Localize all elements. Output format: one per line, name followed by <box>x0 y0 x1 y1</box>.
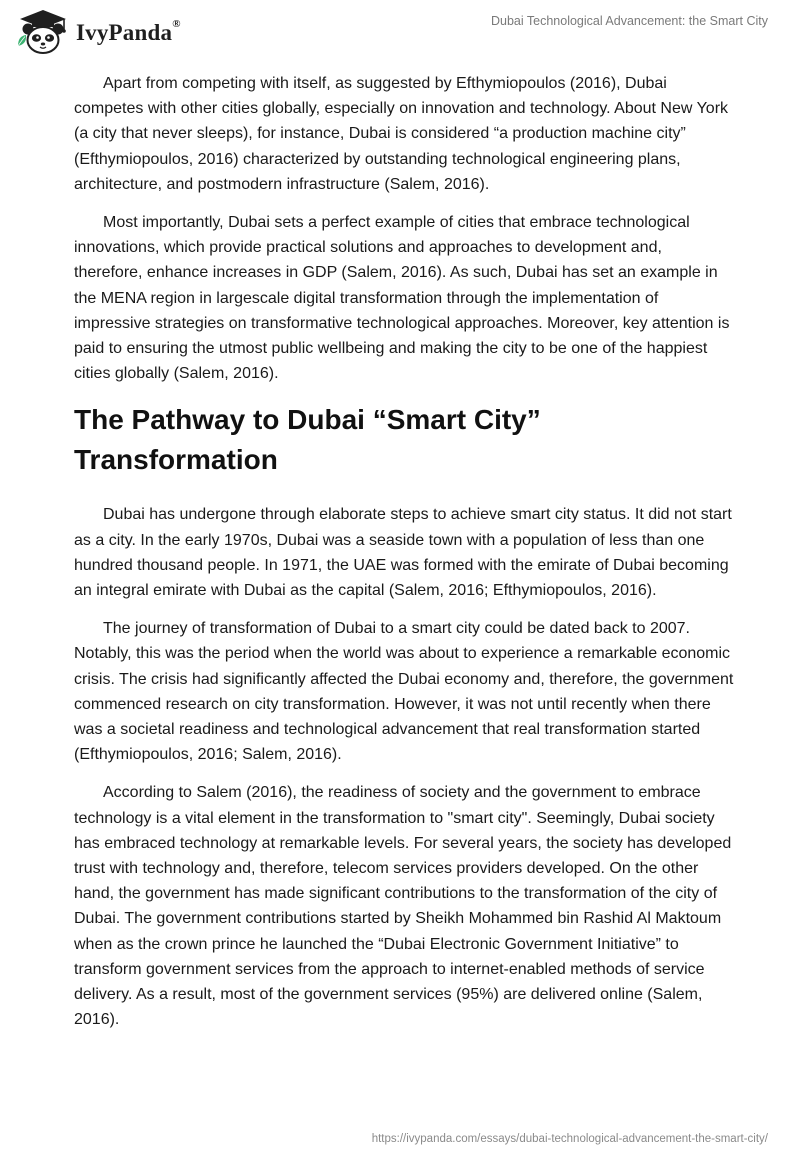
paragraph: Dubai has undergone through elaborate steps to achieve smart city status. It did not start as a city. In the early 1970s, Dubai was a seaside town with a population of less than one hundred thousand people. In 1971, the UAE was formed with the emirate of Dubai becoming an integral emirate with Dubai as the capital (Salem, 2016; Efthymiopoulos, 2016). <box>74 506 732 600</box>
section-heading: The Pathway to Dubai “Smart City” Transformation <box>74 404 541 476</box>
ivypanda-logo[interactable] <box>14 8 181 56</box>
paragraph: The journey of transformation of Dubai to a smart city could be dated back to 2007. Notably, this was the period when the world was about to experience a remarkable economic crisis. The crisis had significantly affected the Dubai economy and, therefore, the government commenced research on city transformation. However, it was not until recently when there was a societal readiness and technological advancement that real transformation started (Efthymiopoulos, 2016; Salem, 2016). <box>74 620 734 764</box>
page-header <box>0 0 800 66</box>
source-url[interactable]: https://ivypanda.com/essays/dubai-technological-advancement-the-smart-city/ <box>371 1133 768 1145</box>
registered-mark: ® <box>172 18 181 31</box>
brand-name: IvyPanda® <box>76 18 181 45</box>
article-body <box>74 71 734 1046</box>
paragraph: Apart from competing with itself, as suggested by Efthymiopoulos (2016), Dubai competes with other cities globally, especially on innovation and technology. About New York (a city that never sleeps), for instance, Dubai is considered “a production machine city” (Efthymiopoulos, 2016) characterized by outstanding technological engineering plans, architecture, and postmodern infrastructure (Salem, 2016). <box>74 75 729 193</box>
document-title: Dubai Technological Advancement: the Smart City <box>490 14 768 28</box>
paragraph: According to Salem (2016), the readiness of society and the government to embrace technology is a vital element in the transformation to "smart city". Seemingly, Dubai society has embraced technology at remarkable levels. For several years, the society has developed trust with technology and, therefore, telecom services providers developed. On the other hand, the government has made significant contributions to the transformation of the city of Dubai. The government contributions started by Sheikh Mohammed bin Rashid Al Maktoum when as the crown prince he launched the “Dubai Electronic Government Initiative” to transform government services from the approach to internet-enabled methods of service delivery. As a result, most of the government services (95%) are delivered online (Salem, 2016). <box>74 784 732 1029</box>
panda-graduate-icon <box>14 8 72 56</box>
paragraph: Most importantly, Dubai sets a perfect example of cities that embrace technological innovations, which provide practical solutions and approaches to development and, therefore, enhance increases in GDP (Salem, 2016). As such, Dubai has set an example in the MENA region in largescale digital transformation through the implementation of impressive strategies on transformative technological approaches. Moreover, key attention is paid to ensuring the utmost public wellbeing and making the city to be one of the happiest cities globally (Salem, 2016). <box>74 214 730 383</box>
